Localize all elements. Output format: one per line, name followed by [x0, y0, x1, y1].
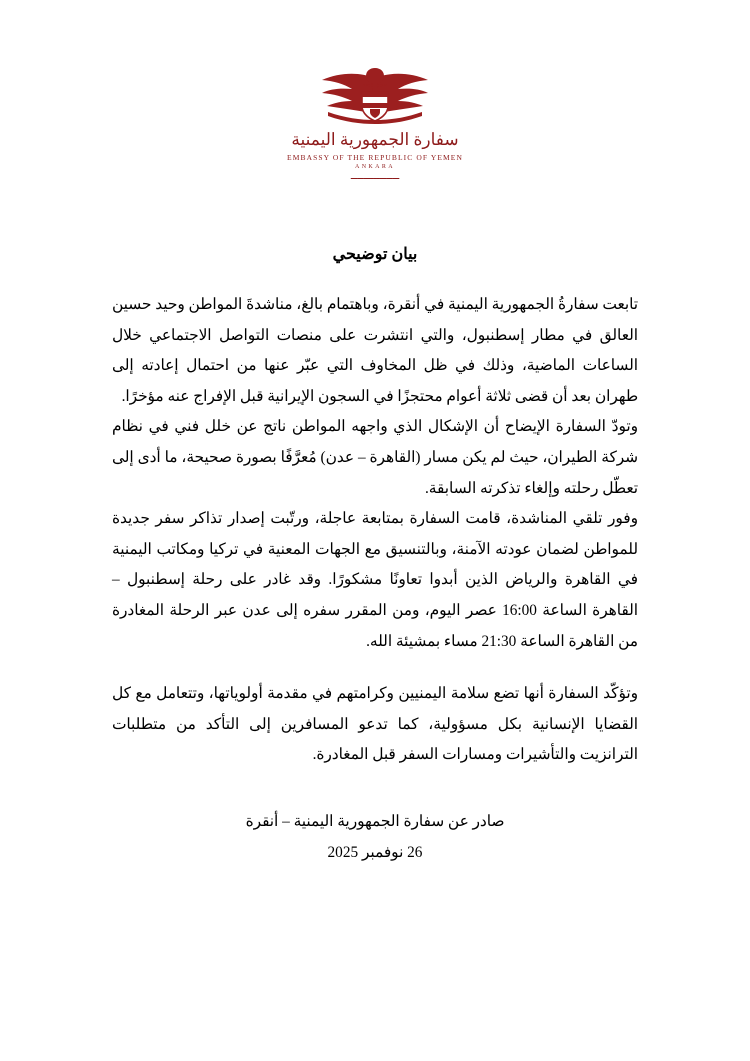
page-title: بيان توضيحي: [332, 246, 418, 263]
signature-issuer: صادر عن سفارة الجمهورية اليمنية – أنقرة: [245, 812, 505, 830]
signature-block: [112, 807, 638, 868]
paragraph: وتؤكّد السفارة أنها تضع سلامة اليمنيين وكرامتهم في مقدمة أولوياتها، وتتعامل مع كل القضايا الإنسانية بكل مسؤولية، كما تدعو المسافرين إلى التأكد من متطلبات الترانزيت والتأشيرات ومسارات السفر قبل المغادرة.: [112, 685, 638, 764]
paragraph: تابعت سفارةُ الجمهورية اليمنية في أنقرة، وباهتمام بالغ، مناشدةَ المواطن وحيد حسين العالق في مطار إسطنبول، والتي انتشرت على منصات التواصل الاجتماعي خلال الساعات الماضية، وذلك في ظل المخاوف التي عبّر عنها من احتمال إعادته إلى طهران بعد أن قضى ثلاثة أعوام محتجزًا في السجون الإيرانية قبل الإفراج عنه مؤخرًا.: [112, 296, 638, 405]
paragraph: وفور تلقي المناشدة، قامت السفارة بمتابعة عاجلة، ورتّبت إصدار تذاكر سفر جديدة للمواطن لضمان عودته الآمنة، وبالتنسيق مع الجهات المعنية في تركيا ومكاتب اليمنية في القاهرة والرياض الذين أبدوا تعاونًا مشكورًا. وقد غادر على رحلة إسطنبول – القاهرة الساعة 16:00 عصر اليوم، ومن المقرر سفره إلى عدن عبر الرحلة المغادرة من القاهرة الساعة 21:30 مساء بمشيئة الله.: [112, 510, 639, 650]
paragraph: وتودّ السفارة الإيضاح أن الإشكال الذي واجهه المواطن ناتج عن خلل فني في نظام شركة الطيران، حيث لم يكن مسار (القاهرة – عدن) مُعرَّفًا بصورة صحيحة، ما أدى إلى تعطّل رحلته وإلغاء تذكرته السابقة.: [112, 418, 638, 497]
signature-date: 26 نوفمبر 2025: [327, 843, 423, 861]
letterhead-arabic-name: سفارة الجمهورية اليمنية: [291, 130, 459, 149]
letterhead-english-name: EMBASSY OF THE REPUBLIC OF YEMEN: [287, 153, 463, 162]
yemen-eagle-emblem-icon: [300, 62, 450, 124]
letterhead-flourish-ornament: ـــــــــــــــ: [348, 170, 402, 182]
document-body: [112, 290, 638, 771]
letterhead-city: ANKARA: [354, 164, 396, 170]
letterhead: [0, 0, 750, 182]
